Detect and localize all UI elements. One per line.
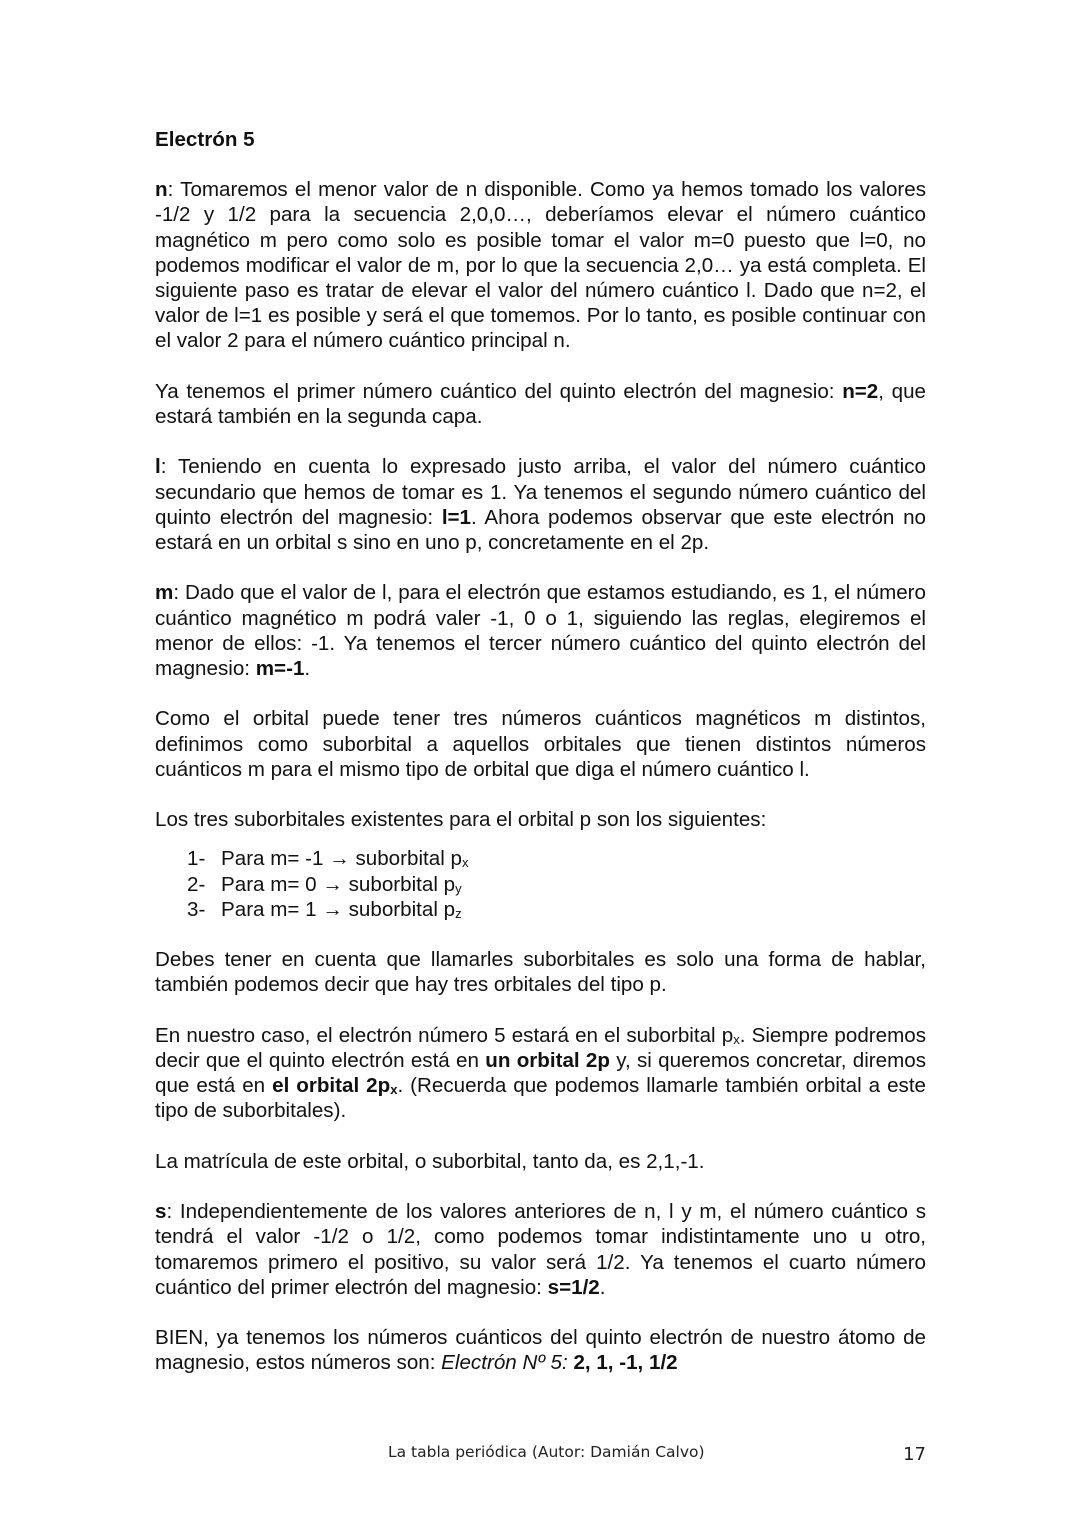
label-n: n bbox=[155, 178, 168, 202]
paragraph-summary: BIEN, ya tenemos los números cuánticos del quinto electrón de nuestro átomo de magnesio, estos números son: Electrón Nº 5: 2, 1, -1, 1/2 bbox=[155, 1326, 926, 1375]
paragraph-m: m: Dado que el valor de l, para el electrón que estamos estudiando, es 1, el número cuántico magnético m podrá valer -1, 0 o 1, siguiendo las reglas, elegiremos el menor de ellos: -1. Ya tenemos el tercer número cuántico del quinto electrón del magnesio: m=-1. bbox=[155, 581, 926, 681]
paragraph-note: Debes tener en cuenta que llamarles suborbitales es solo una forma de hablar, también podemos decir que hay tres orbitales del tipo p. bbox=[155, 948, 926, 997]
page-number: 17 bbox=[903, 1444, 926, 1465]
paragraph-suborbitals-intro: Los tres suborbitales existentes para el orbital p son los siguientes: bbox=[155, 808, 767, 832]
label-m: m bbox=[155, 581, 174, 605]
suborbital-list bbox=[155, 846, 926, 922]
paragraph-suborbital-definition: Como el orbital puede tener tres números cuánticos magnéticos m distintos, definimos como suborbital a aquellos orbitales que tienen distintos números cuánticos m para el mismo tipo de orbital que diga el número cuántico l. bbox=[155, 707, 926, 781]
label-l: l bbox=[155, 455, 161, 479]
footer-text: La tabla periódica (Autor: Damián Calvo) bbox=[388, 1443, 705, 1461]
list-item: 1- Para m= -1 → suborbital $p_x$ bbox=[187, 847, 469, 871]
paragraph-our-case: En nuestro caso, el electrón número 5 estará en el suborbital $p_x$. Siempre podremos decir que el quinto electrón está en un orbital 2p y, si queremos concretar, diremos que está en el orbital $2p_x$. (Recuerda que podemos llamarle también orbital a este tipo de suborbitales). bbox=[155, 1023, 926, 1123]
paragraph-l: l: Teniendo en cuenta lo expresado justo arriba, el valor del número cuántico secundario que hemos de tomar es 1. Ya tenemos el segundo número cuántico del quinto electrón del magnesio: l=1. Ahora podemos observar que este electrón no estará en un orbital s sino en uno p, concretamente en el 2p. bbox=[155, 455, 926, 555]
paragraph-n-result: Ya tenemos el primer número cuántico del quinto electrón del magnesio: n=2, que estará también en la segunda capa. bbox=[155, 379, 926, 429]
paragraph-s: s: Independientemente de los valores anteriores de n, l y m, el número cuántico s tendrá el valor -1/2 o 1/2, como podemos tomar indistintamente uno u otro, tomaremos primero el positivo, su valor será 1/2. Ya tenemos el cuarto número cuántico del primer electrón del magnesio: s=1/2. bbox=[155, 1200, 926, 1299]
paragraph-matricula: La matrícula de este orbital, o suborbital, tanto da, es 2,1,-1. bbox=[155, 1149, 705, 1173]
paragraph-n: n: Tomaremos el menor valor de n disponible. Como ya hemos tomado los valores -1/2 y 1/2 para la secuencia 2,0,0…, deberíamos elevar el número cuántico magnético m pero como solo es posible tomar el valor m=0 puesto que l=0, no podemos modificar el valor de m, por lo que la secuencia 2,0… ya está completa. El siguiente paso es tratar de elevar el valor del número cuántico l. Dado que n=2, el valor de l=1 es posible y será el que tomemos. Por lo tanto, es posible continuar con el valor 2 para el número cuántico principal n. bbox=[155, 178, 926, 353]
list-item: 2- Para m= 0 → suborbital $p_y$ bbox=[187, 872, 462, 896]
label-s: s bbox=[155, 1200, 167, 1224]
page-content bbox=[155, 127, 926, 1401]
list-item: 3- Para m= 1 → suborbital $p_z$ bbox=[187, 897, 462, 921]
section-heading: Electrón 5 bbox=[155, 128, 255, 151]
